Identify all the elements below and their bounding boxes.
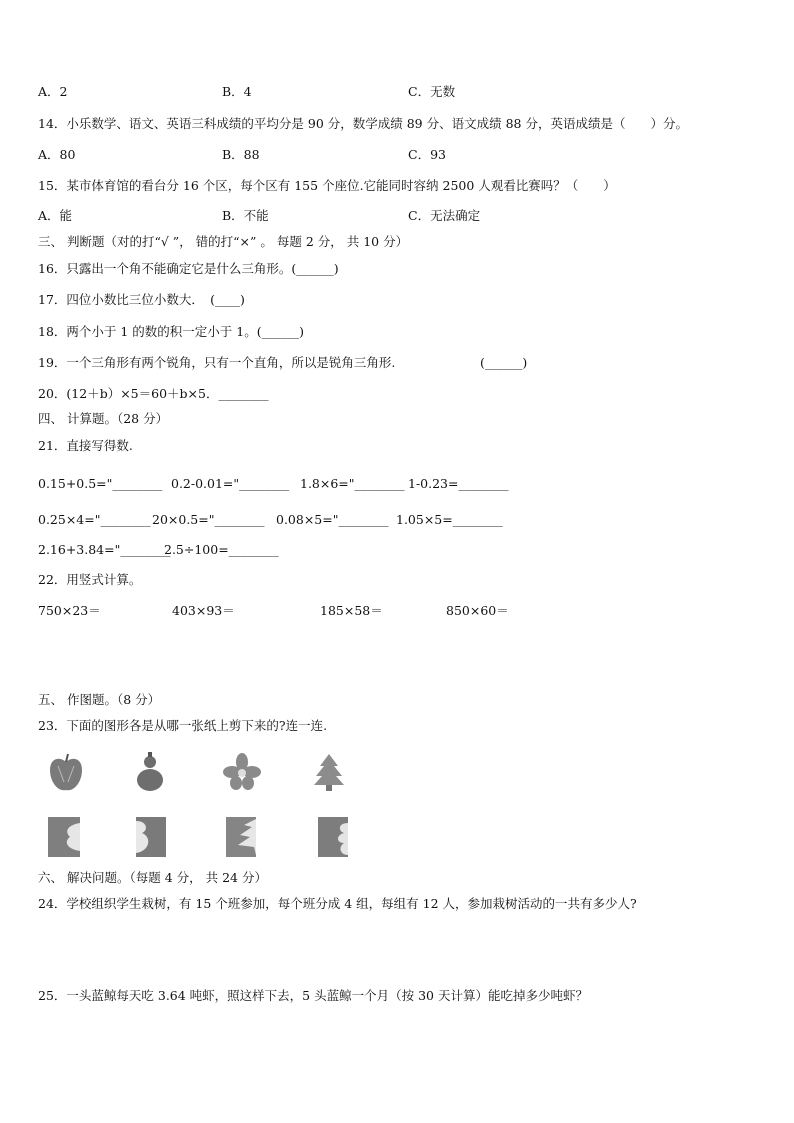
q25-text: 25．一头蓝鲸每天吃 3.64 吨虾，照这样下去，5 头蓝鲸一个月（按 30 天计算）能吃掉多少吨虾？ — [38, 988, 588, 1003]
vertical-calc-item: 403×93＝ — [172, 603, 235, 618]
calc-item: 0.2-0.01="________ — [171, 476, 290, 491]
tree-cutout-icon — [312, 752, 346, 792]
flower-cutout-icon — [222, 752, 262, 792]
paper-flower-notch-icon — [316, 815, 350, 859]
q13-option-c: C．无数 — [408, 84, 456, 99]
calc-item: 0.15+0.5="________ — [38, 476, 163, 491]
q19-text: 19．一个三角形有两个锐角，只有一个直角，所以是锐角三角形. — [38, 355, 396, 370]
calc-item: 0.25×4="________ — [38, 512, 151, 527]
calc-item: 1.05×5=________ — [396, 512, 503, 527]
section-5-title: 五、 作图题。（8 分） — [38, 692, 161, 707]
calc-item: 1.8×6="________ — [300, 476, 405, 491]
q17-text: 17．四位小数比三位小数大． (____) — [38, 292, 245, 307]
calc-item: 2.5÷100=________ — [164, 542, 279, 557]
q14-text: 14．小乐数学、语文、英语三科成绩的平均分是 90 分，数学成绩 89 分、语文成绩 88 分，英语成绩是（ ）分。 — [38, 116, 688, 131]
paper-tree-notch-icon — [224, 815, 258, 859]
q20-text: 20．(12＋b）×5＝60＋b×5．________ — [38, 386, 269, 401]
calc-item: 2.16+3.84="________ — [38, 542, 171, 557]
vertical-calc-item: 750×23＝ — [38, 603, 101, 618]
q15-option-a: A．能 — [38, 208, 73, 223]
q16-text: 16．只露出一个角不能确定它是什么三角形。(______) — [38, 261, 339, 276]
q14-option-a: A．80 — [38, 147, 76, 162]
apple-cutout-icon — [46, 752, 86, 794]
q18-text: 18．两个小于 1 的数的积一定小于 1。(______) — [38, 324, 304, 339]
q24-text: 24．学校组织学生栽树，有 15 个班参加，每个班分成 4 组，每组有 12 人，参加栽树活动的一共有多少人? — [38, 896, 637, 911]
q13-option-a: A．2 — [38, 84, 68, 99]
q15-text: 15．某市体育馆的看台分 16 个区，每个区有 155 个座位.它能同时容纳 2500 人观看比赛吗？（ ） — [38, 178, 616, 193]
paper-apple-notch-icon — [46, 815, 82, 859]
calc-item: 0.08×5="________ — [276, 512, 389, 527]
vertical-calc-item: 185×58＝ — [320, 603, 383, 618]
q23-text: 23．下面的图形各是从哪一张纸上剪下来的?连一连. — [38, 718, 328, 733]
section-6-title: 六、 解决问题。（每题 4 分， 共 24 分） — [38, 870, 267, 885]
paper-gourd-notch-icon — [134, 815, 168, 859]
gourd-cutout-icon — [132, 752, 168, 792]
calc-item: 20×0.5="________ — [152, 512, 265, 527]
calc-item: 1-0.23=________ — [408, 476, 509, 491]
section-4-title: 四、 计算题。（28 分） — [38, 411, 169, 426]
section-3-title: 三、 判断题（对的打“√ ”， 错的打“×” 。 每题 2 分， 共 10 分） — [38, 234, 409, 249]
q14-option-b: B．88 — [222, 147, 260, 162]
q19-blank: (______) — [480, 355, 528, 370]
q22-text: 22．用竖式计算。 — [38, 572, 142, 587]
q13-option-b: B．4 — [222, 84, 252, 99]
vertical-calc-item: 850×60＝ — [446, 603, 509, 618]
q21-text: 21．直接写得数. — [38, 438, 133, 453]
q15-option-b: B．不能 — [222, 208, 269, 223]
q14-option-c: C．93 — [408, 147, 446, 162]
q15-option-c: C．无法确定 — [408, 208, 481, 223]
